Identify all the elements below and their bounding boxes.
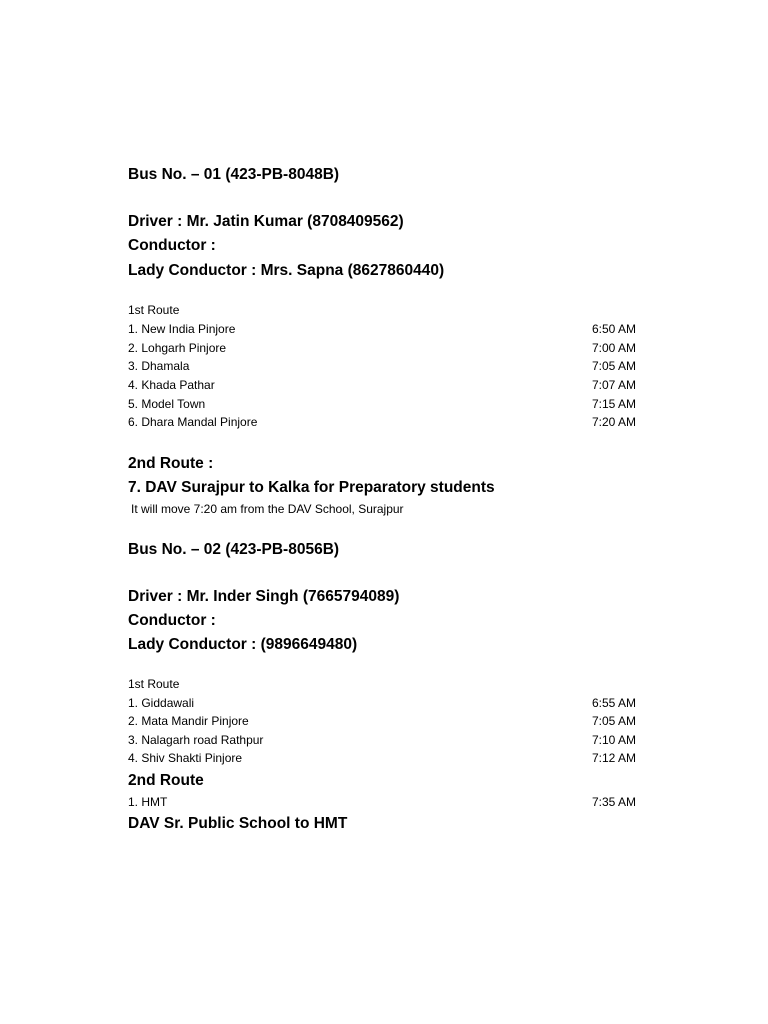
route-time: 7:00 AM [592,341,637,355]
route-stop: 2. Lohgarh Pinjore [128,341,227,355]
route-time: 7:15 AM [592,397,637,411]
route-time: 7:05 AM [592,714,637,728]
route-stop: 3. Nalagarh road Rathpur [128,733,264,747]
route-stop: 3. Dhamala [128,359,190,373]
route-stop: 2. Mata Mandir Pinjore [128,714,249,728]
bus1-lady-conductor: Lady Conductor : Mrs. Sapna (8627860440) [128,262,445,279]
bus2-driver: Driver : Mr. Inder Singh (7665794089) [128,588,400,605]
bus2-conductor: Conductor : [128,612,216,629]
bus1-driver: Driver : Mr. Jatin Kumar (8708409562) [128,213,404,230]
bus2-route2-footer: DAV Sr. Public School to HMT [128,815,348,832]
route-stop: 6. Dhara Mandal Pinjore [128,415,258,429]
bus2-lady-conductor: Lady Conductor : (9896649480) [128,636,358,653]
route-stop: 4. Shiv Shakti Pinjore [128,751,243,765]
route-time: 7:10 AM [592,733,637,747]
bus1-title: Bus No. – 01 (423-PB-8048B) [128,166,340,183]
route-stop: 1. New India Pinjore [128,322,236,336]
route-time: 7:35 AM [592,795,637,809]
bus1-route2-heading: 2nd Route : [128,455,214,472]
bus1-route1-heading: 1st Route [128,303,180,317]
route-time: 6:50 AM [592,322,637,336]
bus2-title: Bus No. – 02 (423-PB-8056B) [128,541,340,558]
route-stop: 5. Model Town [128,397,206,411]
route-time: 6:55 AM [592,696,637,710]
route-time: 7:07 AM [592,378,637,392]
bus2-route2-heading: 2nd Route [128,772,204,789]
route-time: 7:05 AM [592,359,637,373]
route-time: 7:12 AM [592,751,637,765]
route-stop: 1. HMT [128,795,168,809]
bus2-route1-heading: 1st Route [128,677,180,691]
route-stop: 4. Khada Pathar [128,378,215,392]
bus1-conductor: Conductor : [128,237,216,254]
route-time: 7:20 AM [592,415,637,429]
bus1-route2-note: It will move 7:20 am from the DAV School, Surajpur [131,502,404,516]
route-stop: 1. Giddawali [128,696,195,710]
bus1-route2-stop: 7. DAV Surajpur to Kalka for Preparatory students [128,479,495,496]
